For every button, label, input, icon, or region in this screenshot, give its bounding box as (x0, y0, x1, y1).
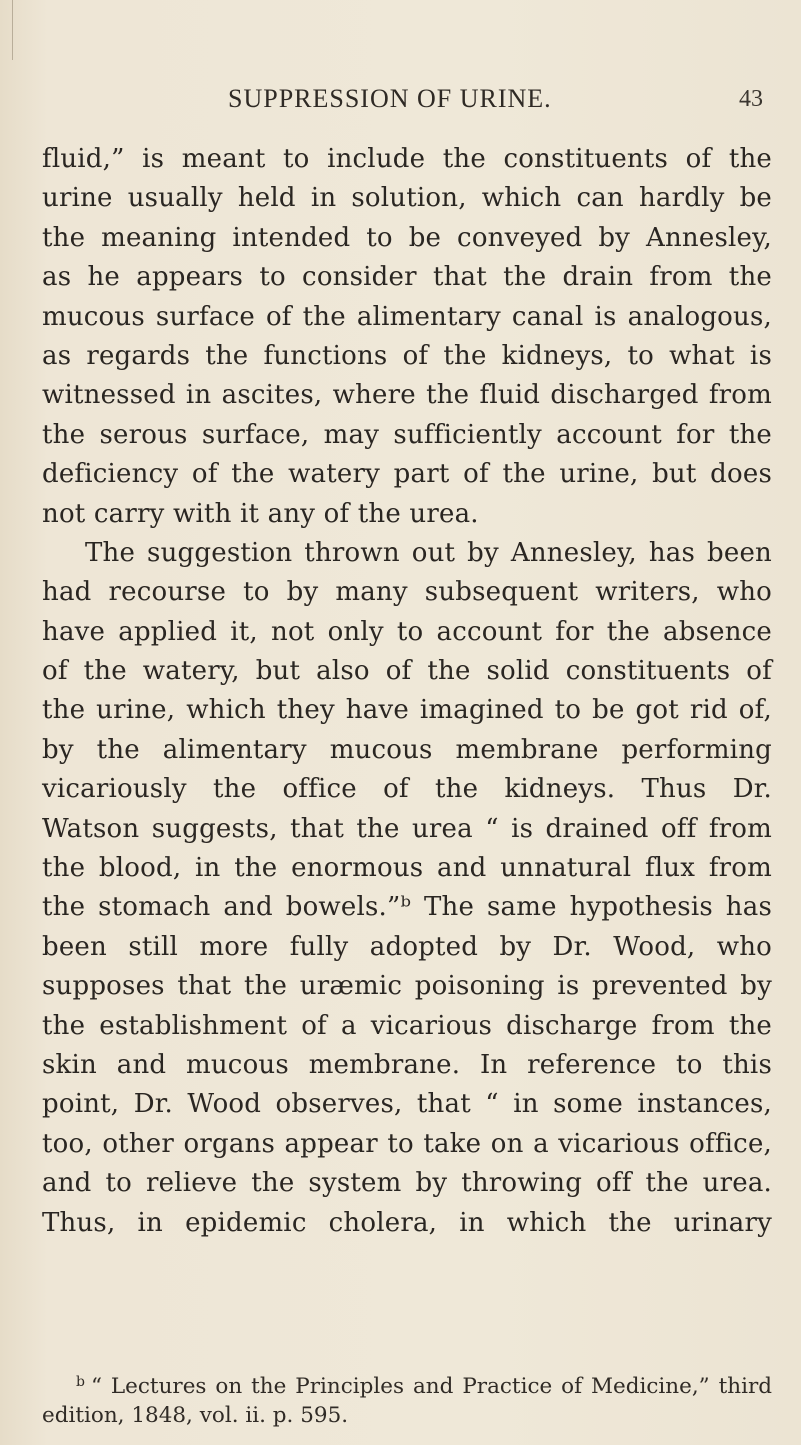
text-line: urine usually held in solution, which can hardly be (42, 183, 772, 214)
text-line: Thus, in epidemic cholera, in which the urinary (42, 1207, 772, 1238)
text-line: the serous surface, may sufficiently account for the (42, 419, 772, 450)
text-line: the blood, in the enormous and unnatural flux from (42, 853, 772, 884)
footnote-line: edition, 1848, vol. ii. p. 595. (42, 1403, 349, 1428)
text-line: have applied it, not only to account for the absence (42, 616, 772, 647)
text-line: been still more fully adopted by Dr. Wood, who (42, 931, 772, 962)
text-line: the establishment of a vicarious discharge from the (42, 1010, 772, 1041)
text-line: of the watery, but also of the solid constituents of (42, 656, 772, 687)
text-line: the urine, which they have imagined to be got rid of, (42, 695, 772, 726)
text-line: the meaning intended to be conveyed by Annesley, (42, 222, 772, 253)
text-line: witnessed in ascites, where the fluid discharged from (42, 380, 772, 411)
footnote-marker: b (76, 1374, 85, 1390)
page-edge-line (12, 0, 13, 60)
text-line: had recourse to by many subsequent writers, who (42, 577, 772, 608)
footnote-line (42, 1366, 772, 1399)
text-line: skin and mucous membrane. In reference to this (42, 1049, 772, 1080)
page-number: 43 (739, 86, 763, 112)
footnote (42, 1366, 772, 1432)
text-line: vicariously the office of the kidneys. Thus Dr. (42, 774, 772, 805)
text-line: Watson suggests, that the urea “ is drained off from (42, 813, 772, 844)
text-line: not carry with it any of the urea. (42, 498, 479, 529)
text-line: the stomach and bowels.”ᵇ The same hypothesis has (42, 892, 772, 923)
text-line: too, other organs appear to take on a vicarious office, (42, 1128, 772, 1159)
text-line: as regards the functions of the kidneys, to what is (42, 340, 772, 371)
text-line: fluid,” is meant to include the constituents of the (42, 144, 772, 174)
text-line: The suggestion thrown out by Annesley, has been (85, 537, 772, 568)
text-line: point, Dr. Wood observes, that “ in some instances, (42, 1089, 772, 1120)
body-text (42, 140, 772, 1243)
footnote-text: “ Lectures on the Principles and Practice of Medicine,” third (90, 1374, 772, 1399)
running-head-title: SUPPRESSION OF URINE. (228, 84, 552, 113)
text-line: mucous surface of the alimentary canal is analogous, (42, 301, 772, 332)
text-line: by the alimentary mucous membrane performing (42, 734, 772, 765)
text-line: deficiency of the watery part of the urine, but does (42, 459, 772, 490)
text-line: supposes that the uræmic poisoning is prevented by (42, 971, 772, 1002)
text-line: and to relieve the system by throwing off the urea. (42, 1168, 772, 1199)
running-head (0, 84, 801, 120)
text-line: as he appears to consider that the drain from the (42, 262, 772, 293)
